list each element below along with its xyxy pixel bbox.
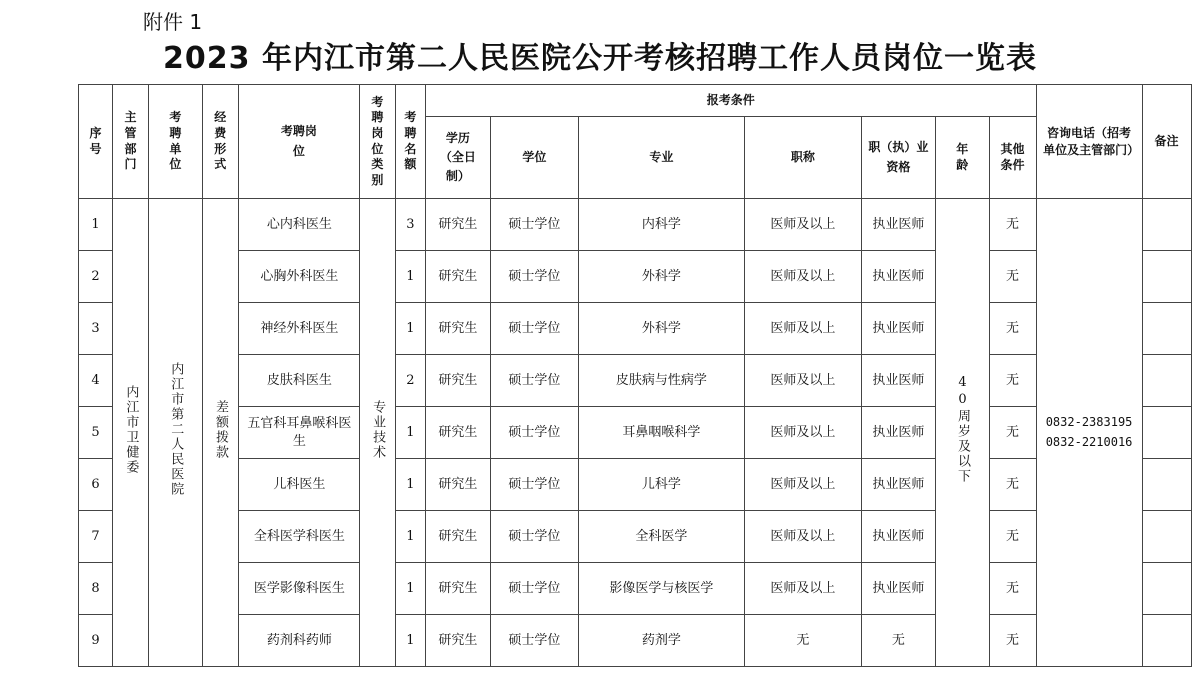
cell-degree: 硕士学位 — [490, 355, 578, 407]
cell-major: 耳鼻咽喉科学 — [578, 407, 744, 459]
cell-other: 无 — [989, 303, 1036, 355]
cell-title-rank: 医师及以上 — [744, 355, 861, 407]
cell-other: 无 — [989, 459, 1036, 511]
cell-title-rank: 医师及以上 — [744, 251, 861, 303]
table-row — [79, 511, 1192, 563]
cell-degree: 硕士学位 — [490, 459, 578, 511]
cell-major: 皮肤病与性病学 — [578, 355, 744, 407]
cell-education: 研究生 — [425, 355, 490, 407]
cell-post: 神经外科医生 — [238, 303, 359, 355]
cell-degree: 硕士学位 — [490, 511, 578, 563]
header-age: 年龄 — [935, 117, 989, 199]
cell-post: 药剂科药师 — [238, 615, 359, 667]
table-row — [79, 251, 1192, 303]
cell-quota: 1 — [395, 615, 425, 667]
cell-category: 专业技术 — [359, 199, 395, 667]
header-degree: 学位 — [490, 117, 578, 199]
cell-unit: 内江市第二人民医院 — [149, 199, 203, 667]
cell-quota: 1 — [395, 251, 425, 303]
cell-remark — [1142, 199, 1191, 251]
cell-quota: 1 — [395, 459, 425, 511]
cell-degree: 硕士学位 — [490, 199, 578, 251]
table-row — [79, 303, 1192, 355]
cell-other: 无 — [989, 251, 1036, 303]
cell-major: 外科学 — [578, 251, 744, 303]
table-row — [79, 355, 1192, 407]
cell-post: 全科医学科医生 — [238, 511, 359, 563]
cell-remark — [1142, 251, 1191, 303]
attachment-label: 附件 1 — [143, 10, 203, 34]
cell-qualification: 执业医师 — [861, 511, 935, 563]
header-other: 其他条件 — [989, 117, 1036, 199]
cell-major: 内科学 — [578, 199, 744, 251]
cell-other: 无 — [989, 615, 1036, 667]
cell-seq: 8 — [79, 563, 113, 615]
document-title: 2023 年内江市第二人民医院公开考核招聘工作人员岗位一览表 — [163, 41, 1037, 76]
header-title-rank: 职称 — [744, 117, 861, 199]
cell-seq: 5 — [79, 407, 113, 459]
cell-degree: 硕士学位 — [490, 407, 578, 459]
header-major: 专业 — [578, 117, 744, 199]
cell-title-rank: 医师及以上 — [744, 511, 861, 563]
header-conditions: 报考条件 — [425, 85, 1036, 117]
cell-post: 心胸外科医生 — [238, 251, 359, 303]
header-dept: 主管部门 — [113, 85, 149, 199]
cell-education: 研究生 — [425, 563, 490, 615]
cell-other: 无 — [989, 199, 1036, 251]
header-quota: 考聘名额 — [395, 85, 425, 199]
header-seq: 序号 — [79, 85, 113, 199]
cell-other: 无 — [989, 407, 1036, 459]
cell-remark — [1142, 459, 1191, 511]
cell-quota: 2 — [395, 355, 425, 407]
cell-education: 研究生 — [425, 199, 490, 251]
cell-seq: 3 — [79, 303, 113, 355]
cell-title-rank: 医师及以上 — [744, 407, 861, 459]
cell-education: 研究生 — [425, 251, 490, 303]
header-post: 考聘岗位 — [238, 85, 359, 199]
cell-contact — [1036, 199, 1142, 667]
cell-qualification: 执业医师 — [861, 251, 935, 303]
cell-quota: 1 — [395, 407, 425, 459]
cell-quota: 1 — [395, 511, 425, 563]
cell-quota: 1 — [395, 563, 425, 615]
cell-major: 外科学 — [578, 303, 744, 355]
cell-seq: 6 — [79, 459, 113, 511]
cell-post: 医学影像科医生 — [238, 563, 359, 615]
cell-quota: 1 — [395, 303, 425, 355]
cell-post: 儿科医生 — [238, 459, 359, 511]
header-category: 考聘岗位类别 — [359, 85, 395, 199]
cell-other: 无 — [989, 511, 1036, 563]
cell-remark — [1142, 615, 1191, 667]
cell-seq: 4 — [79, 355, 113, 407]
header-qualification: 职（执）业资格 — [861, 117, 935, 199]
cell-remark — [1142, 303, 1191, 355]
cell-major: 药剂学 — [578, 615, 744, 667]
cell-quota: 3 — [395, 199, 425, 251]
cell-other: 无 — [989, 355, 1036, 407]
cell-remark — [1142, 407, 1191, 459]
cell-education: 研究生 — [425, 511, 490, 563]
cell-other: 无 — [989, 563, 1036, 615]
table-row — [79, 615, 1192, 667]
cell-title-rank: 医师及以上 — [744, 459, 861, 511]
cell-seq: 9 — [79, 615, 113, 667]
cell-post: 皮肤科医生 — [238, 355, 359, 407]
header-contact: 咨询电话（招考单位及主管部门） — [1036, 85, 1142, 199]
cell-qualification: 执业医师 — [861, 407, 935, 459]
table-row — [79, 407, 1192, 459]
cell-qualification: 执业医师 — [861, 199, 935, 251]
cell-age: 40周岁及以下 — [935, 199, 989, 667]
cell-seq: 2 — [79, 251, 113, 303]
table-row — [79, 563, 1192, 615]
table-row — [79, 199, 1192, 251]
cell-qualification: 无 — [861, 615, 935, 667]
cell-qualification: 执业医师 — [861, 355, 935, 407]
cell-qualification: 执业医师 — [861, 459, 935, 511]
cell-education: 研究生 — [425, 303, 490, 355]
cell-education: 研究生 — [425, 407, 490, 459]
cell-title-rank: 无 — [744, 615, 861, 667]
cell-title-rank: 医师及以上 — [744, 199, 861, 251]
cell-degree: 硕士学位 — [490, 251, 578, 303]
cell-qualification: 执业医师 — [861, 303, 935, 355]
cell-education: 研究生 — [425, 615, 490, 667]
positions-table — [78, 84, 1192, 667]
contact-phone-2: 0832-2210016 — [1045, 434, 1133, 449]
cell-dept: 内江市卫健委 — [113, 199, 149, 667]
cell-funding: 差额拨款 — [202, 199, 238, 667]
cell-seq: 1 — [79, 199, 113, 251]
header-funding: 经费形式 — [202, 85, 238, 199]
contact-phone-1: 0832-2383195 — [1045, 415, 1133, 430]
cell-title-rank: 医师及以上 — [744, 303, 861, 355]
cell-degree: 硕士学位 — [490, 303, 578, 355]
header-education: 学历（全日制） — [425, 117, 490, 199]
table-row — [79, 459, 1192, 511]
cell-post: 心内科医生 — [238, 199, 359, 251]
header-unit: 考聘单位 — [149, 85, 203, 199]
cell-qualification: 执业医师 — [861, 563, 935, 615]
cell-remark — [1142, 355, 1191, 407]
cell-degree: 硕士学位 — [490, 615, 578, 667]
cell-degree: 硕士学位 — [490, 563, 578, 615]
cell-remark — [1142, 511, 1191, 563]
header-remark: 备注 — [1142, 85, 1191, 199]
cell-major: 全科医学 — [578, 511, 744, 563]
cell-major: 儿科学 — [578, 459, 744, 511]
header-row-1 — [79, 85, 1192, 117]
cell-major: 影像医学与核医学 — [578, 563, 744, 615]
cell-post: 五官科耳鼻喉科医生 — [238, 407, 359, 459]
cell-remark — [1142, 563, 1191, 615]
cell-education: 研究生 — [425, 459, 490, 511]
cell-title-rank: 医师及以上 — [744, 563, 861, 615]
cell-seq: 7 — [79, 511, 113, 563]
